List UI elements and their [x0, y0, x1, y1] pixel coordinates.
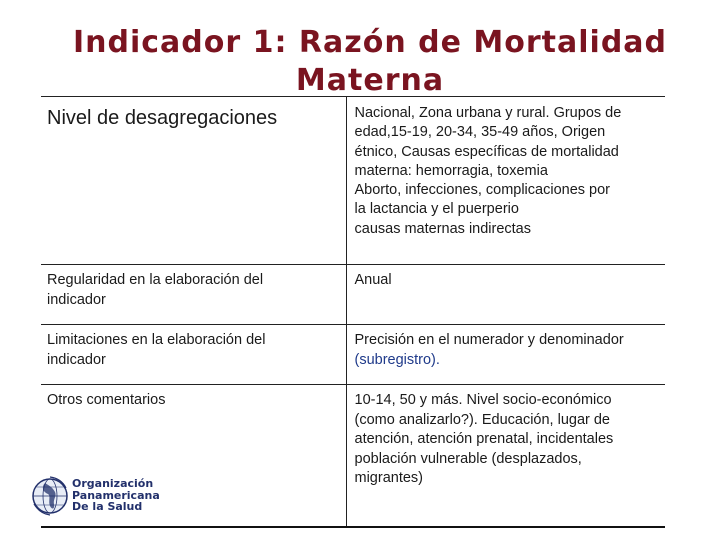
- value-line: Nacional, Zona urbana y rural. Grupos de: [354, 105, 622, 121]
- logo-line-1: Organización: [72, 477, 154, 490]
- value-line: la lactancia y el puerperio: [354, 201, 519, 218]
- value-line: Aborto, infecciones, complicaciones por: [354, 182, 610, 199]
- table-row-regularidad: [41, 265, 665, 325]
- logo-line-3: De la Salud: [72, 500, 143, 513]
- row-label-desagregaciones: Nivel de desagregaciones: [41, 97, 346, 265]
- value-line: edad,15-19, 20-34, 35-49 años, Origen: [354, 124, 606, 141]
- table-row-limitaciones: [41, 325, 665, 385]
- label-line: Regularidad en la elaboración del: [47, 272, 264, 288]
- table-row-desagregaciones: [41, 97, 665, 265]
- value-line: población vulnerable (desplazados,: [354, 450, 582, 467]
- value-line: materna: hemorragia, toxemia: [354, 162, 548, 179]
- value-line: atención, atención prenatal, incidentales: [354, 431, 614, 447]
- row-value-desagregaciones: [346, 97, 665, 265]
- value-line: (como analizarlo?). Educación, lugar de: [354, 411, 610, 428]
- row-label-regularidad: [41, 265, 346, 325]
- slide-title: [40, 24, 700, 100]
- value-line: (subregistro).: [354, 351, 440, 368]
- indicator-table: [41, 96, 665, 528]
- title-line-1: Indicador 1: Razón de Mortalidad: [72, 25, 668, 60]
- value-line: Precisión en el numerador y denominador: [354, 332, 624, 348]
- row-value-comentarios: [346, 385, 665, 528]
- row-label-comentarios: Otros comentarios: [41, 385, 346, 528]
- row-value-limitaciones: [346, 325, 665, 385]
- logo-line-2: Panamericana: [72, 488, 160, 502]
- logo-text: [72, 478, 160, 513]
- label-line: indicador: [47, 291, 106, 308]
- title-line-2: Materna: [295, 63, 445, 98]
- label-line: indicador: [47, 351, 106, 368]
- value-line: causas maternas indirectas: [354, 220, 531, 237]
- row-label-limitaciones: [41, 325, 346, 385]
- value-line: migrantes): [354, 470, 423, 486]
- value-line: étnico, Causas específicas de mortalidad: [354, 143, 619, 160]
- label-line: Limitaciones en la elaboración del: [47, 332, 266, 348]
- row-value-regularidad: Anual: [346, 265, 665, 325]
- globe-icon: [28, 474, 72, 518]
- paho-logo: [28, 474, 188, 518]
- value-line: 10-14, 50 y más. Nivel socio-económico: [354, 392, 612, 408]
